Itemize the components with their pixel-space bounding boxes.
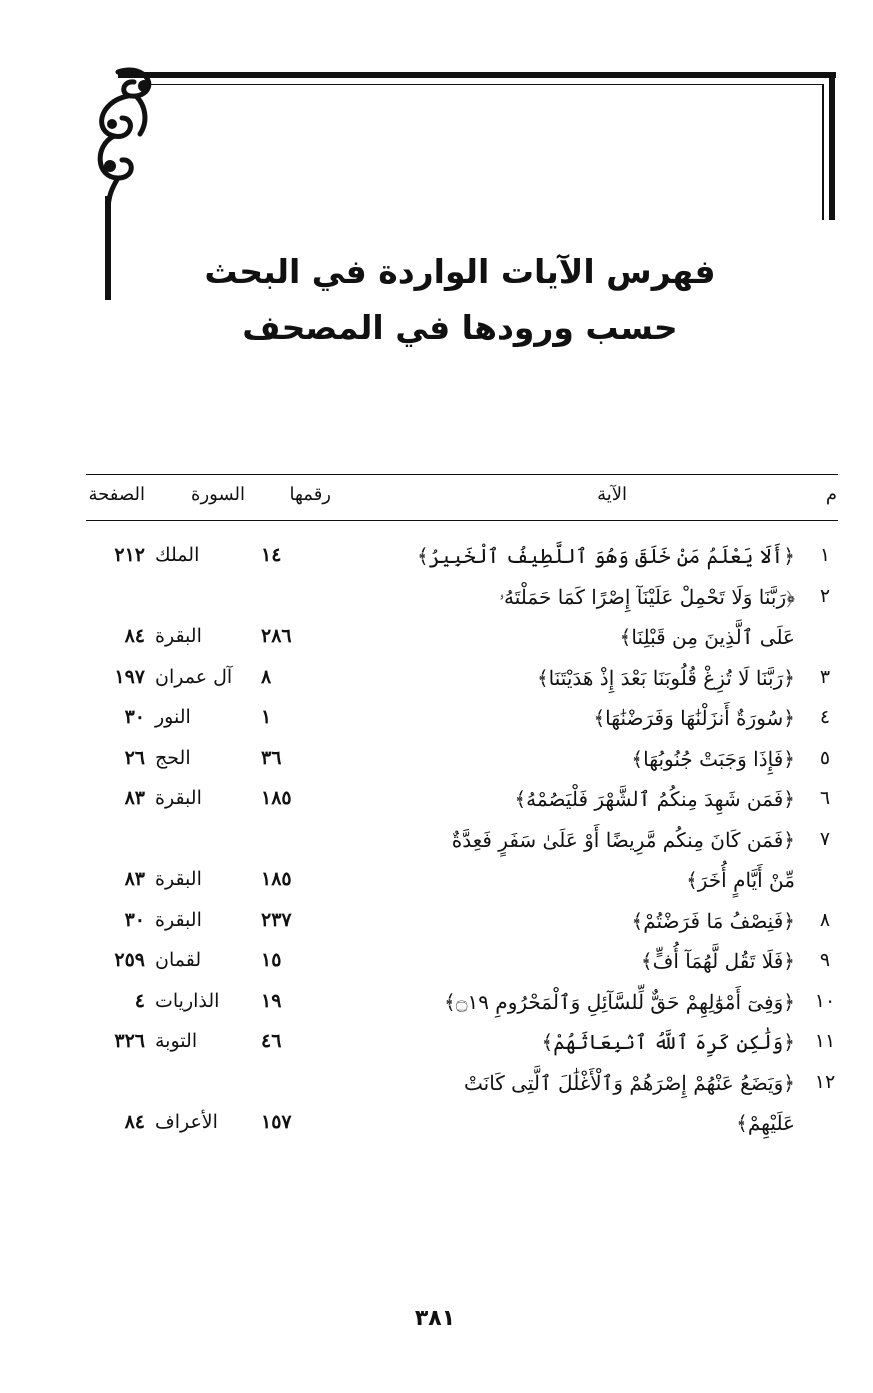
row-surah: الأعراف: [155, 1111, 218, 1133]
row-verse-number: ١٨٥: [261, 787, 292, 809]
row-verse-line: ﴿وَيَضَعُ عَنْهُمْ إِصْرَهُمْ وَٱلْأَغْلَٰلَ ٱلَّتِى كَانَتْ: [464, 1070, 795, 1095]
row-page: ٢١٢: [114, 544, 145, 566]
row-verse-line: ﴿أَلَا يَعْلَمُ مَنْ خَلَقَ وَهُوَ ٱللَّطِيفُ ٱلْخَبِيرُ﴾: [417, 544, 795, 568]
page-title-line-2: حسب ورودها في المصحف: [242, 308, 678, 347]
row-index: ١٠: [814, 989, 836, 1012]
row-verse-number: ١٤: [261, 544, 282, 566]
row-verse-line: ﴿فَمَن كَانَ مِنكُم مَّرِيضًا أَوْ عَلَىٰ سَفَرٍ فَعِدَّةٌ: [451, 827, 795, 852]
row-surah: البقرة: [155, 908, 202, 931]
row-index: ٥: [819, 746, 831, 769]
row-verse-number: ١: [261, 706, 272, 728]
row-page: ٤: [134, 989, 145, 1012]
row-index: ١: [819, 544, 831, 566]
row-verse-number: ٣٦: [261, 746, 282, 769]
row-index: ٩: [819, 949, 831, 971]
row-page: ٨٤: [124, 625, 145, 647]
frame-right-inner-border: [822, 84, 824, 220]
row-surah: آل عمران: [155, 665, 233, 688]
row-verse-line: ﴿وَلَٰكِن كَرِهَ ٱللَّهُ ٱنۢبِعَاثَهُمْ﴾: [541, 1030, 795, 1054]
row-surah: البقرة: [155, 868, 202, 890]
page-number: ٣٨١: [414, 1306, 456, 1331]
corner-ornament-icon: [88, 62, 162, 212]
row-verse-number: ١٩: [261, 989, 282, 1012]
row-verse-number: ٤٦: [261, 1030, 282, 1052]
row-surah: الذاريات: [155, 989, 220, 1012]
row-verse-line: ﴿فَإِذَا وَجَبَتْ جُنُوبُهَا﴾: [631, 746, 795, 771]
header-index: م: [825, 484, 837, 505]
row-verse-number: ٢٣٧: [261, 908, 292, 931]
table-header-rule: [86, 520, 838, 521]
header-page: الصفحة: [88, 484, 145, 505]
row-verse-line: ﴿فَلَا تَقُل لَّهُمَآ أُفٍّ﴾: [640, 949, 795, 973]
header-verse-number: رقمها: [289, 484, 331, 505]
row-index: ١٢: [814, 1070, 836, 1093]
row-index: ٤: [819, 706, 831, 728]
row-index: ١١: [814, 1030, 836, 1052]
row-verse-line: ﴿رَبَّنَا وَلَا تَحْمِلْ عَلَيْنَآ إِصْرًا كَمَا حَمَلْتَهُۥ: [499, 584, 795, 609]
row-verse-line: ﴿وَفِىٓ أَمْوَٰلِهِمْ حَقٌّ لِّلسَّآئِلِ وَٱلْمَحْرُومِ ۝١٩﴾: [444, 989, 795, 1014]
row-verse-line: عَلَى ٱلَّذِينَ مِن قَبْلِنَا﴾: [619, 625, 795, 649]
row-page: ١٩٧: [114, 665, 145, 688]
row-verse-number: ٢٨٦: [261, 625, 292, 647]
row-surah: البقرة: [155, 787, 202, 809]
frame-top-border: [118, 72, 836, 78]
row-verse-line: ﴿فَنِصْفُ مَا فَرَضْتُمْ﴾: [631, 908, 795, 933]
page-title-line-1: فهرس الآيات الواردة في البحث: [204, 252, 716, 291]
row-surah: لقمان: [155, 949, 202, 971]
row-surah: الحج: [155, 746, 191, 769]
row-index: ٢: [819, 584, 831, 607]
row-page: ٢٥٩: [114, 949, 145, 971]
row-verse-number: ١٨٥: [261, 868, 292, 890]
row-surah: البقرة: [155, 625, 202, 647]
row-verse-line: عَلَيْهِمْ﴾: [736, 1111, 795, 1135]
header-verse: الآية: [597, 484, 627, 505]
row-surah: الملك: [155, 544, 200, 566]
row-page: ٣٢٦: [114, 1030, 145, 1052]
row-verse-line: مِّنْ أَيَّامٍ أُخَرَ﴾: [686, 868, 795, 892]
row-index: ٣: [819, 665, 831, 688]
row-verse-line: ﴿سُورَةٌ أَنزَلْنَٰهَا وَفَرَضْنَٰهَا﴾: [593, 706, 795, 730]
row-page: ٨٣: [124, 868, 145, 890]
row-page: ٣٠: [124, 706, 145, 728]
row-surah: النور: [155, 706, 191, 728]
row-page: ٢٦: [124, 746, 145, 769]
row-page: ٨٤: [124, 1111, 145, 1133]
row-page: ٣٠: [124, 908, 145, 931]
row-verse-number: ١٥: [261, 949, 282, 971]
row-verse-line: ﴿فَمَن شَهِدَ مِنكُمُ ٱلشَّهْرَ فَلْيَصُمْهُ﴾: [514, 787, 795, 811]
frame-top-inner-border: [140, 84, 824, 85]
table-top-rule: [86, 474, 838, 475]
row-verse-number: ١٥٧: [261, 1111, 292, 1133]
row-surah: التوبة: [155, 1030, 198, 1052]
frame-right-border: [829, 72, 835, 220]
row-index: ٧: [819, 827, 831, 850]
header-surah: السورة: [191, 484, 245, 505]
row-index: ٨: [819, 908, 831, 931]
row-page: ٨٣: [124, 787, 145, 809]
row-verse-line: ﴿رَبَّنَا لَا تُزِغْ قُلُوبَنَا بَعْدَ إِذْ هَدَيْتَنَا﴾: [536, 665, 795, 690]
row-index: ٦: [819, 787, 831, 809]
row-verse-number: ٨: [261, 665, 272, 688]
